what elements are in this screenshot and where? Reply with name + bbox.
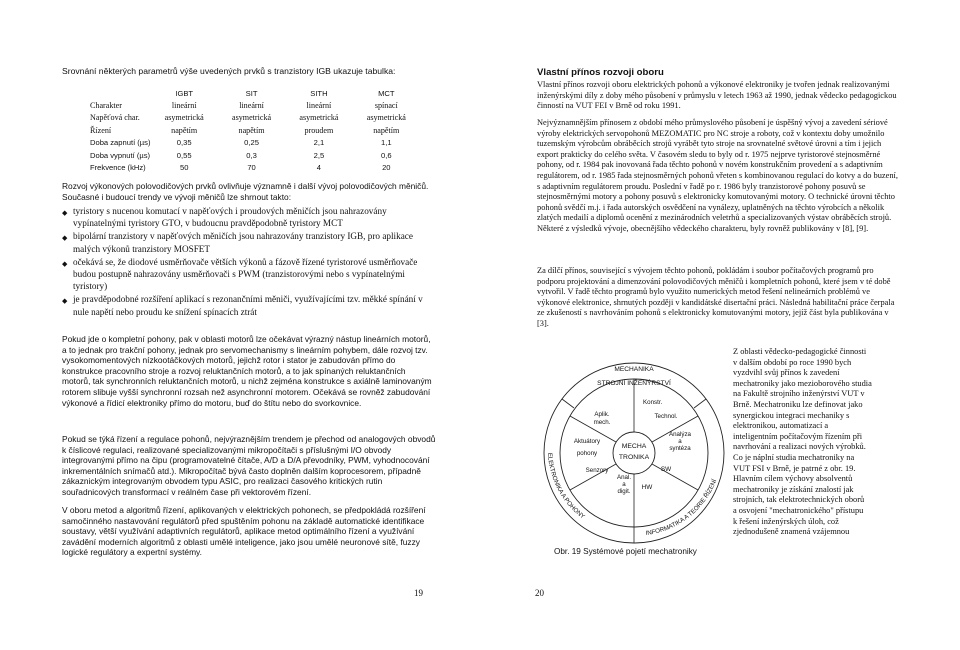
label-aplik: Aplik.: [594, 411, 610, 418]
label-mecha: MECHA: [621, 443, 647, 450]
comparison-table: [90, 87, 420, 174]
side-text-line: zjednodušeně znamená vzájemnou: [733, 527, 850, 537]
table-cell: Frekvence (kHz): [90, 163, 146, 173]
table-cell: 0,35: [176, 138, 192, 148]
label-a: a: [678, 438, 682, 445]
side-text-line: navrhování a realizaci nových výrobků.: [733, 442, 866, 452]
table-cell: Napěťová char.: [90, 113, 140, 123]
control-paragraph: Pokud se týká řízení a regulace pohonů, nejvýraznějším trendem je přechod od analogových obvodů k číslicové regulaci, realizované specializovanými mikropočítači s příslušnými I/O obvody integrovanými přímo na čipu (programovatelné čítače, A/D a D/A převodníky, PWM, vyhodnocování inkrementálních snímačů atd.). Mikropočítač bývá často doplněn dalším koprocesorem, případně zákaznickým integrovaným obvodem typu ASIC, pro realizaci časového kritických rutin souřadnicových transformací v reálném čase při vektorovém řízení.: [62, 434, 436, 497]
side-text-line: synergickou integraci mechaniky s: [733, 410, 850, 420]
divider-line: [694, 399, 706, 408]
table-header-cell: MCT: [378, 88, 395, 98]
table-cell: napětím: [373, 125, 400, 135]
label-anal: Anal.: [616, 474, 632, 481]
label-senzory: Senzory: [585, 467, 609, 474]
table-cell: lineární: [306, 101, 332, 111]
side-text-line: VUT FSI v Brně, je patrné z obr. 19.: [733, 463, 856, 473]
table-intro-title: Srovnání některých parametrů výše uvedených prvků s tranzistory IGB ukazuje tabulka:: [62, 66, 396, 76]
table-cell: 2,1: [313, 138, 325, 148]
label-tronika: TRONIKA: [618, 454, 650, 461]
label-a2: a: [622, 481, 626, 488]
side-text-line: a osvojení "mechatronického" přístupu: [733, 505, 864, 515]
table-cell: spínací: [374, 101, 398, 111]
list-item-text: je pravděpodobné rozšíření aplikací s rezonančními měniči, využívajícími tzv. měkké spínání v nule napětí nebo proudu ke snížení spínacích ztrát: [73, 294, 423, 317]
divider-line: [562, 399, 574, 408]
table-header-cell: IGBT: [175, 88, 194, 98]
table-cell: 1,1: [381, 138, 392, 148]
side-text-line: strojních, tak elektrotechnických oborů: [733, 495, 865, 505]
table-row: [90, 112, 420, 124]
mechatronics-diagram: [534, 357, 734, 557]
diamond-bullet-icon: ◆: [62, 259, 68, 268]
table-cell: asymetrická: [366, 113, 406, 123]
label-hw: HW: [641, 484, 653, 491]
side-text-line: inteligentním počítačovým řízením při: [733, 431, 863, 441]
label-mechanika: MECHANIKA: [614, 366, 654, 373]
side-text-line: na Fakultě strojního inženýrství VUT v: [733, 389, 865, 399]
table-cell: 0,6: [381, 150, 392, 160]
table-cell: asymetrická: [164, 113, 204, 123]
table-row: [90, 137, 420, 149]
table-cell: Doba zapnutí (µs): [90, 138, 151, 148]
page-number: 20: [535, 588, 544, 598]
label-aktuatory: Aktuátory: [573, 438, 601, 445]
software-paragraph: Za dílčí přínos, související s vývojem těchto pohonů, pokládám i soubor počítačových programů pro podporu projektování a dimenzování polovodičových měničů i kompletních pohonů, které jsem v té době vytvořil. V řadě těchto programů bylo využito numerických metod řešení nelineárních problémů ve výkonové elektronice, shrnutých později v kandidátské disertační práci. Následná habilitační práce čerpala ze zkušeností s navrhováním pohonů s elektronicky komutovanými motory, jejíž část byla publikována v [3].: [537, 266, 895, 328]
table-row: [90, 99, 420, 111]
table-cell: 0,55: [176, 150, 192, 160]
table-header-cell: SIT: [245, 88, 258, 98]
table-cell: 4: [316, 163, 322, 173]
table-cell: Charakter: [90, 101, 122, 111]
table-cell: asymetrická: [299, 113, 339, 123]
table-cell: 20: [382, 163, 391, 173]
diamond-bullet-icon: ◆: [62, 297, 68, 306]
label-informatika-path: INFORMATIKA A TEORIE ŘÍZENÍ: [645, 478, 719, 537]
label-informatika: [645, 478, 718, 537]
side-text-line: elektronikou, automatizací a: [733, 421, 829, 431]
list-item: [62, 230, 440, 254]
list-item-text: bipolární tranzistory v napěťových měničích jsou nahrazovány tranzistory IGB, pro aplikace malých výkonů tranzistory MOSFET: [73, 231, 413, 254]
table-cell: napětím: [238, 125, 265, 135]
label-konstr: Konstr.: [643, 399, 663, 406]
side-text-line: mechatroniky jako mezioborového studia: [733, 378, 872, 388]
diamond-bullet-icon: ◆: [62, 209, 68, 217]
industry-paragraph: Nejvýznamnějším přínosem z období mého průmyslového působení je úspěšný vývoj a zavedení sériové výroby elektrických servopohonů MEZOMATIC pro NC stroje a roboty, což v kontextu doby umožnilo tuzemským výrobcům obráběcích strojů vyrábět tyto stroje na srovnatelné světové úrovni a tím i jejich export prakticky do celého světa. V časovém sledu to byly od r. 1975 nejprve tyristorové stejnosměrné pohony, od r. 1984 pak inovovaná řada těchto pohonů v novém konstrukčním provedení a s adaptivním regulátorem, od r. 1985 řada stejnosměrných pohonů vřeten s kombinovanou regulací do kotvy a do buzení, s adaptivním regulátorem proudu. Poslední v řadě po r. 1986 byly tranzistorové pohony posuvů se stejnosměrnými motory a pohony posuvů s elektronicky komutovanými motory. O technické úrovni těchto pohonů svědčí m.j. i řada autorských osvědčení na vynálezy, uplatněných na těchto výrobcích a několik zlatých medailí a diplomů ocenění z mezinárodních veletrhů a specializovaných výstav obráběcích strojů. Některé z výsledků vývoje, obecnějšího vědeckého charakteru, byly rovněž publikovány v [8], [9].: [537, 118, 898, 233]
table-cell: 2,5: [313, 150, 325, 160]
label-synteza: syntéza: [669, 445, 691, 452]
intro-paragraph: Vlastní přínos rozvoji oboru elektrických pohonů a výkonové elektroniky je tvořen jednak realizovanými inženýrskými díly z doby mého působení v průmyslu v letech 1963 až 1990, jednak vědecko pedagogickou činností na VUT FEI v Brně od roku 1991.: [537, 80, 897, 111]
label-digit: digit.: [617, 488, 631, 495]
divider-line: [652, 464, 698, 490]
trends-intro-paragraph: Rozvoj výkonových polovodičových prvků ovlivňuje významně i další vývoj polovodičových měničů. Současné i budoucí trendy ve vývoji měničů lze shrnout takto:: [62, 181, 429, 202]
list-item-text: tyristory s nucenou komutací v napěťových i proudových měničích jsou nahrazovány vypínatelnými tyristory GTO, v budoucnu pravděpodobně tyristory MCT: [73, 206, 387, 229]
list-item: [62, 256, 440, 293]
side-text-line: mechatroniky je získání znalostí jak: [733, 484, 854, 494]
label-elektronika-path: ELEKTRONIKA A POHONY: [545, 452, 586, 521]
side-text-line: Hlavním cílem výchovy absolventů: [733, 474, 853, 484]
table-row: [90, 161, 420, 173]
table-cell: lineární: [171, 101, 197, 111]
table-header-row: [90, 87, 420, 99]
table-cell: napětím: [171, 125, 198, 135]
table-cell: proudem: [304, 125, 334, 135]
trends-bullet-list: [62, 205, 440, 319]
table-cell: asymetrická: [232, 113, 272, 123]
side-text-line: vyzdvihl svůj přínos k zavedení: [733, 368, 840, 378]
table-header-cell: SITH: [310, 88, 328, 98]
section-heading: Vlastní přínos rozvoji oboru: [537, 67, 664, 78]
table-cell: Řízení: [90, 125, 112, 135]
table-cell: lineární: [239, 101, 264, 111]
side-text-line: Z oblasti vědecko-pedagogické činnosti: [733, 347, 867, 356]
table-row: [90, 124, 420, 136]
table-cell: 0,3: [246, 150, 257, 160]
list-item: [62, 293, 440, 317]
diamond-bullet-icon: ◆: [62, 234, 68, 243]
label-elektronika-a-pohony: [546, 453, 586, 521]
side-text-line: k řešení inženýrských úloh, což: [733, 516, 839, 526]
figure-caption: Obr. 19 Systémové pojetí mechatroniky: [554, 547, 697, 556]
algorithms-paragraph: V oboru metod a algoritmů řízení, aplikovaných v elektrických pohonech, se předpokládá rozšíření samočinného nastavování regulátorů před spuštěním pohonu na základě automatické identifikace soustavy, větší využívání adaptivních regulátorů, aplikace metod optimálního řízení a využívání zavádění moderních algoritmů z oblasti umělé inteligence, jako jsou umělé neuronové sítě, fuzzy logické regulátory a expertní systémy.: [62, 505, 426, 558]
table-cell: 0,25: [244, 138, 259, 148]
label-pohony: pohony: [576, 450, 598, 457]
motors-paragraph: Pokud jde o kompletní pohony, pak v oblasti motorů lze očekávat výrazný nástup lineárních motorů, a to jednak pro trakční pohony, jednak pro servomechanismy s lineárním pohybem, dále rozvoj tzv. vysokomomentových nízkootáčkových motorů, jejichž rotor i stator je zabudován přímo do konstrukce pracovního stroje a rozvoj reluktančních motorů, a to jak spínaných reluktančních motorů, tak synchronních reluktančních motorů, u nichž zejména konstrukce s axiálně laminovaným rotorem slibuje vyšší synchronní rozsah než asynchronní motorem. Očekává se rovněž zabudování výkonové a řídicí elektroniky přímo do motoru, buď do štítu nebo do svorkovnice.: [62, 334, 432, 408]
table-cell: Doba vypnutí (µs): [90, 150, 151, 160]
label-analyza: Analýza: [668, 431, 692, 438]
side-text-line: Co je náplní studia mechatroniky na: [733, 452, 855, 462]
side-text-column: [733, 347, 901, 538]
table-cell: 50: [179, 163, 189, 173]
side-text-line: Brně. Mechatroniku lze definovat jako: [733, 399, 863, 409]
label-strojni-inzenyrstvi: STROJNÍ INŽENÝRSTVÍ: [597, 380, 671, 387]
table-header-cell: [90, 87, 151, 99]
label-sw: SW: [660, 466, 672, 473]
label-mech: mech.: [593, 419, 611, 426]
table-cell: 70: [247, 163, 256, 173]
table-row: [90, 149, 420, 161]
center-circle: [613, 432, 655, 474]
list-item-text: očekává se, že diodové usměrňovače větších výkonů a fázově řízené tyristorové usměrňovače budou postupně nahrazovány usměrňovači s PWM (tranzistorovými nebo s vypínatelnými tyristory): [73, 256, 418, 292]
label-technol: Technol.: [654, 413, 678, 420]
side-text-line: v dalším období po roce 1990 bych: [733, 357, 852, 367]
page-number: 19: [414, 588, 423, 598]
list-item: [62, 205, 440, 229]
